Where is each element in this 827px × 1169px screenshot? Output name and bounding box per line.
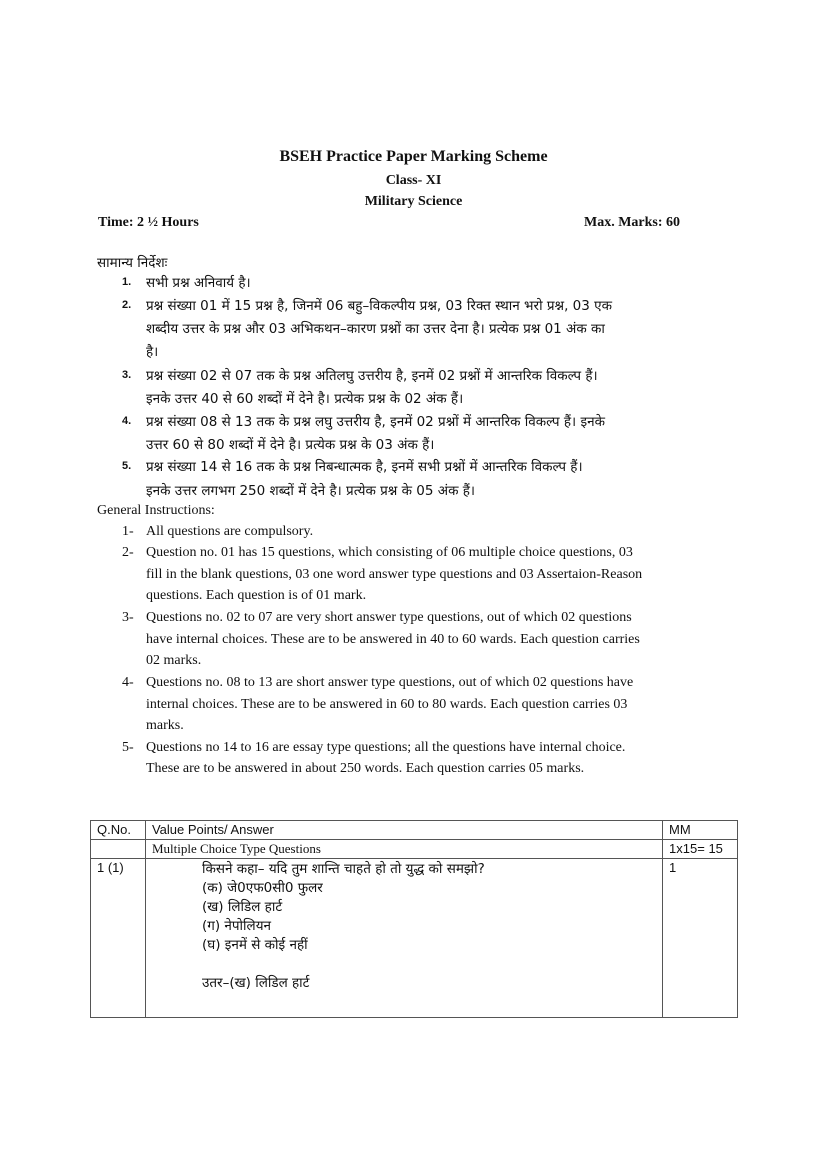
instruction-line: 02 marks. [146,653,202,668]
instruction-line: have internal choices. These are to be answered in 40 to 60 wards. Each question carries [146,632,640,647]
option: (क) जे0एफ0सी0 फुलर [201,880,323,896]
item-number: 3- [122,610,134,625]
option: (घ) इनमें से कोई नहीं [201,937,308,953]
instruction-line: internal choices. These are to be answered in 60 to 80 wards. Each question carries 03 [146,697,628,712]
instruction-line: प्रश्न संख्या 02 से 07 तक के प्रश्न अतिलघु उत्तरीय है, इनमें 02 प्रश्नों में आन्तरिक विकल्प हैं। [146,368,598,384]
max-marks-label: Max. Marks: 60 [584,215,681,230]
header-qno: Q.No. [91,821,146,840]
instruction-line: प्रश्न संख्या 08 से 13 तक के प्रश्न लघु उत्तरीय है, इनमें 02 प्रश्नों में आन्तरिक विकल्प हैं। इनके [146,414,605,430]
doc-title: BSEH Practice Paper Marking Scheme [279,148,548,165]
instruction-line: Questions no. 02 to 07 are very short answer type questions, out of which 02 questions [146,610,632,625]
time-label: Time: 2 ½ Hours [98,215,199,230]
question-cell [145,859,662,1018]
instruction-line: प्रश्न संख्या 01 में 15 प्रश्न है, जिनमें 06 बहु–विकल्पीय प्रश्न, 03 रिक्त स्थान भरो प्रश्न, 03 एक [146,298,612,314]
instruction-line: है। [146,344,159,360]
item-number: 5. [122,460,132,472]
answer-text: उतर–(ख) लिडिल हार्ट [201,975,310,991]
item-number: 4- [122,675,134,690]
question-number: 1 (1) [91,859,146,1018]
instructions-heading: General Instructions: [97,503,215,518]
item-number: 4. [122,415,132,427]
item-number: 2. [122,299,132,311]
instruction-line: fill in the blank questions, 03 one word answer type questions and 03 Assertaion-Reason [146,567,643,582]
instruction-line: शब्दीय उत्तर के प्रश्न और 03 अभिकथन–कारण प्रश्नों का उत्तर देना है। प्रत्येक प्रश्न 01 अंक का [146,321,605,337]
instruction-line: सभी प्रश्न अनिवार्य है। [146,275,251,291]
instruction-line: उत्तर 60 से 80 शब्दों में देने है। प्रत्येक प्रश्न के 03 अंक हैं। [146,437,435,453]
section-label: Multiple Choice Type Questions [145,840,662,859]
instruction-line: Question no. 01 has 15 questions, which consisting of 06 multiple choice questions, 03 [146,545,633,560]
instruction-line: इनके उत्तर 40 से 60 शब्दों में देने है। प्रत्येक प्रश्न के 02 अंक हैं। [146,391,464,407]
option: (ग) नेपोलियन [201,918,272,934]
item-number: 5- [122,740,134,755]
instruction-line: All questions are compulsory. [146,524,314,539]
marking-table [90,820,738,1018]
instruction-line: questions. Each question is of 01 mark. [146,588,367,603]
item-number: 3. [122,369,132,381]
instruction-line: Questions no. 08 to 13 are short answer type questions, out of which 02 questions have [146,675,634,690]
header-mm: MM [663,821,738,840]
instruction-line: प्रश्न संख्या 14 से 16 तक के प्रश्न निबन्धात्मक है, इनमें सभी प्रश्नों में आन्तरिक विकल्प हैं। [146,459,583,475]
item-number: 1. [122,276,132,288]
question-marks: 1 [663,859,738,1018]
question-text: किसने कहा– यदि तुम शान्ति चाहते हो तो युद्ध को समझो? [201,861,485,877]
item-number: 2- [122,545,134,560]
header-answer: Value Points/ Answer [145,821,662,840]
instruction-line: These are to be answered in about 250 words. Each question carries 05 marks. [146,761,585,776]
class-label: Class- XI [385,173,442,188]
option: (ख) लिडिल हार्ट [201,899,283,915]
section-marks: 1x15= 15 [663,840,738,859]
subject-label: Military Science [364,194,463,209]
instruction-line: इनके उत्तर लगभग 250 शब्दों में देने है। प्रत्येक प्रश्न के 05 अंक हैं। [146,483,476,499]
instruction-line: Questions no 14 to 16 are essay type questions; all the questions have internal choice. [146,740,626,755]
instructions-heading: सामान्य निर्देशः [97,255,168,271]
instruction-line: marks. [146,718,184,733]
item-number: 1- [122,524,134,539]
